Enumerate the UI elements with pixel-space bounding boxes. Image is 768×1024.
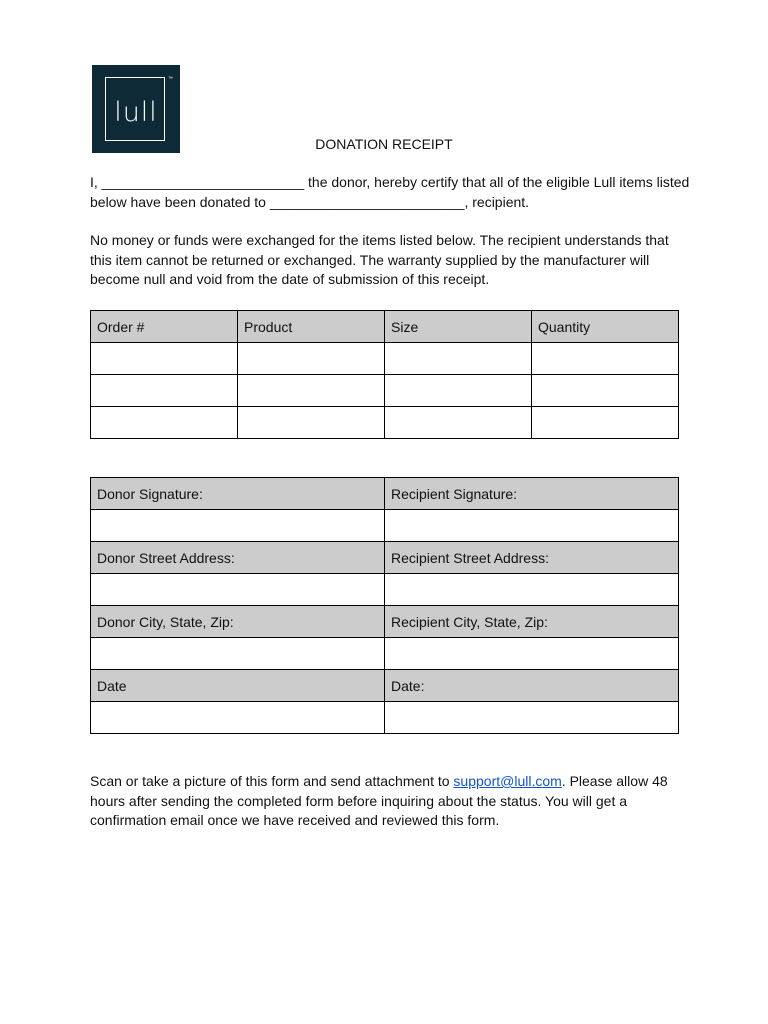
recipient-city-label: Recipient City, State, Zip: (385, 606, 679, 638)
logo-wordmark: lull (114, 97, 158, 128)
header-product: Product (238, 311, 385, 343)
date-label-row (91, 670, 679, 702)
signature-input-row (91, 510, 679, 542)
donor-street-label: Donor Street Address: (91, 542, 385, 574)
support-email-link[interactable]: support@lull.com (453, 773, 562, 789)
intro-start: I, (90, 174, 102, 190)
table-row (91, 343, 679, 375)
product-cell[interactable] (238, 375, 385, 407)
order-number-cell[interactable] (91, 375, 238, 407)
date-input-row (91, 702, 679, 734)
size-cell[interactable] (385, 343, 532, 375)
city-input-row (91, 638, 679, 670)
donor-street-field[interactable] (91, 574, 385, 606)
certification-paragraph (90, 173, 690, 212)
recipient-street-field[interactable] (385, 574, 679, 606)
intro-end: , recipient. (464, 193, 530, 210)
donor-city-field[interactable] (91, 638, 385, 670)
header-size: Size (385, 311, 532, 343)
recipient-date-label: Date: (385, 670, 679, 702)
header-order-number: Order # (91, 311, 238, 343)
order-number-cell[interactable] (91, 407, 238, 439)
quantity-cell[interactable] (532, 343, 679, 375)
table-row (91, 375, 679, 407)
instructions-after-link: . Please allow 48 hours after sending the completed form before inquiring about the status. You will get a confirmation email once we have received and reviewed this form. (90, 773, 668, 828)
order-number-cell[interactable] (91, 343, 238, 375)
table-row (91, 407, 679, 439)
document-title: DONATION RECEIPT (315, 136, 453, 152)
signature-label-row (91, 478, 679, 510)
items-table (90, 310, 679, 439)
recipient-date-field[interactable] (385, 702, 679, 734)
donor-name-blank[interactable]: __________________________ (101, 174, 305, 190)
street-label-row (91, 542, 679, 574)
product-cell[interactable] (238, 407, 385, 439)
size-cell[interactable] (385, 407, 532, 439)
logo-trademark: ™ (168, 76, 173, 82)
submission-instructions (90, 772, 690, 831)
quantity-cell[interactable] (532, 375, 679, 407)
recipient-name-blank[interactable]: _________________________ (269, 193, 465, 210)
header-quantity: Quantity (532, 311, 679, 343)
notice-paragraph: No money or funds were exchanged for the items listed below. The recipient understands that this item cannot be returned or exchanged. The warranty supplied by the manufacturer will become null and void from the date of submission of this receipt. (90, 232, 669, 287)
donor-signature-label: Donor Signature: (91, 478, 385, 510)
recipient-street-label: Recipient Street Address: (385, 542, 679, 574)
donor-city-label: Donor City, State, Zip: (91, 606, 385, 638)
city-label-row (91, 606, 679, 638)
recipient-signature-field[interactable] (385, 510, 679, 542)
recipient-city-field[interactable] (385, 638, 679, 670)
product-cell[interactable] (238, 343, 385, 375)
instructions-before-link: Scan or take a picture of this form and send attachment to (90, 773, 454, 789)
signature-table (90, 477, 679, 734)
street-input-row (91, 574, 679, 606)
donor-date-field[interactable] (91, 702, 385, 734)
size-cell[interactable] (385, 375, 532, 407)
recipient-signature-label: Recipient Signature: (385, 478, 679, 510)
quantity-cell[interactable] (532, 407, 679, 439)
donor-signature-field[interactable] (91, 510, 385, 542)
intro-middle: the donor, hereby certify that all of the eligible Lull items listed below have been donated to (90, 174, 690, 210)
donor-date-label: Date (91, 670, 385, 702)
items-header-row (91, 311, 679, 343)
